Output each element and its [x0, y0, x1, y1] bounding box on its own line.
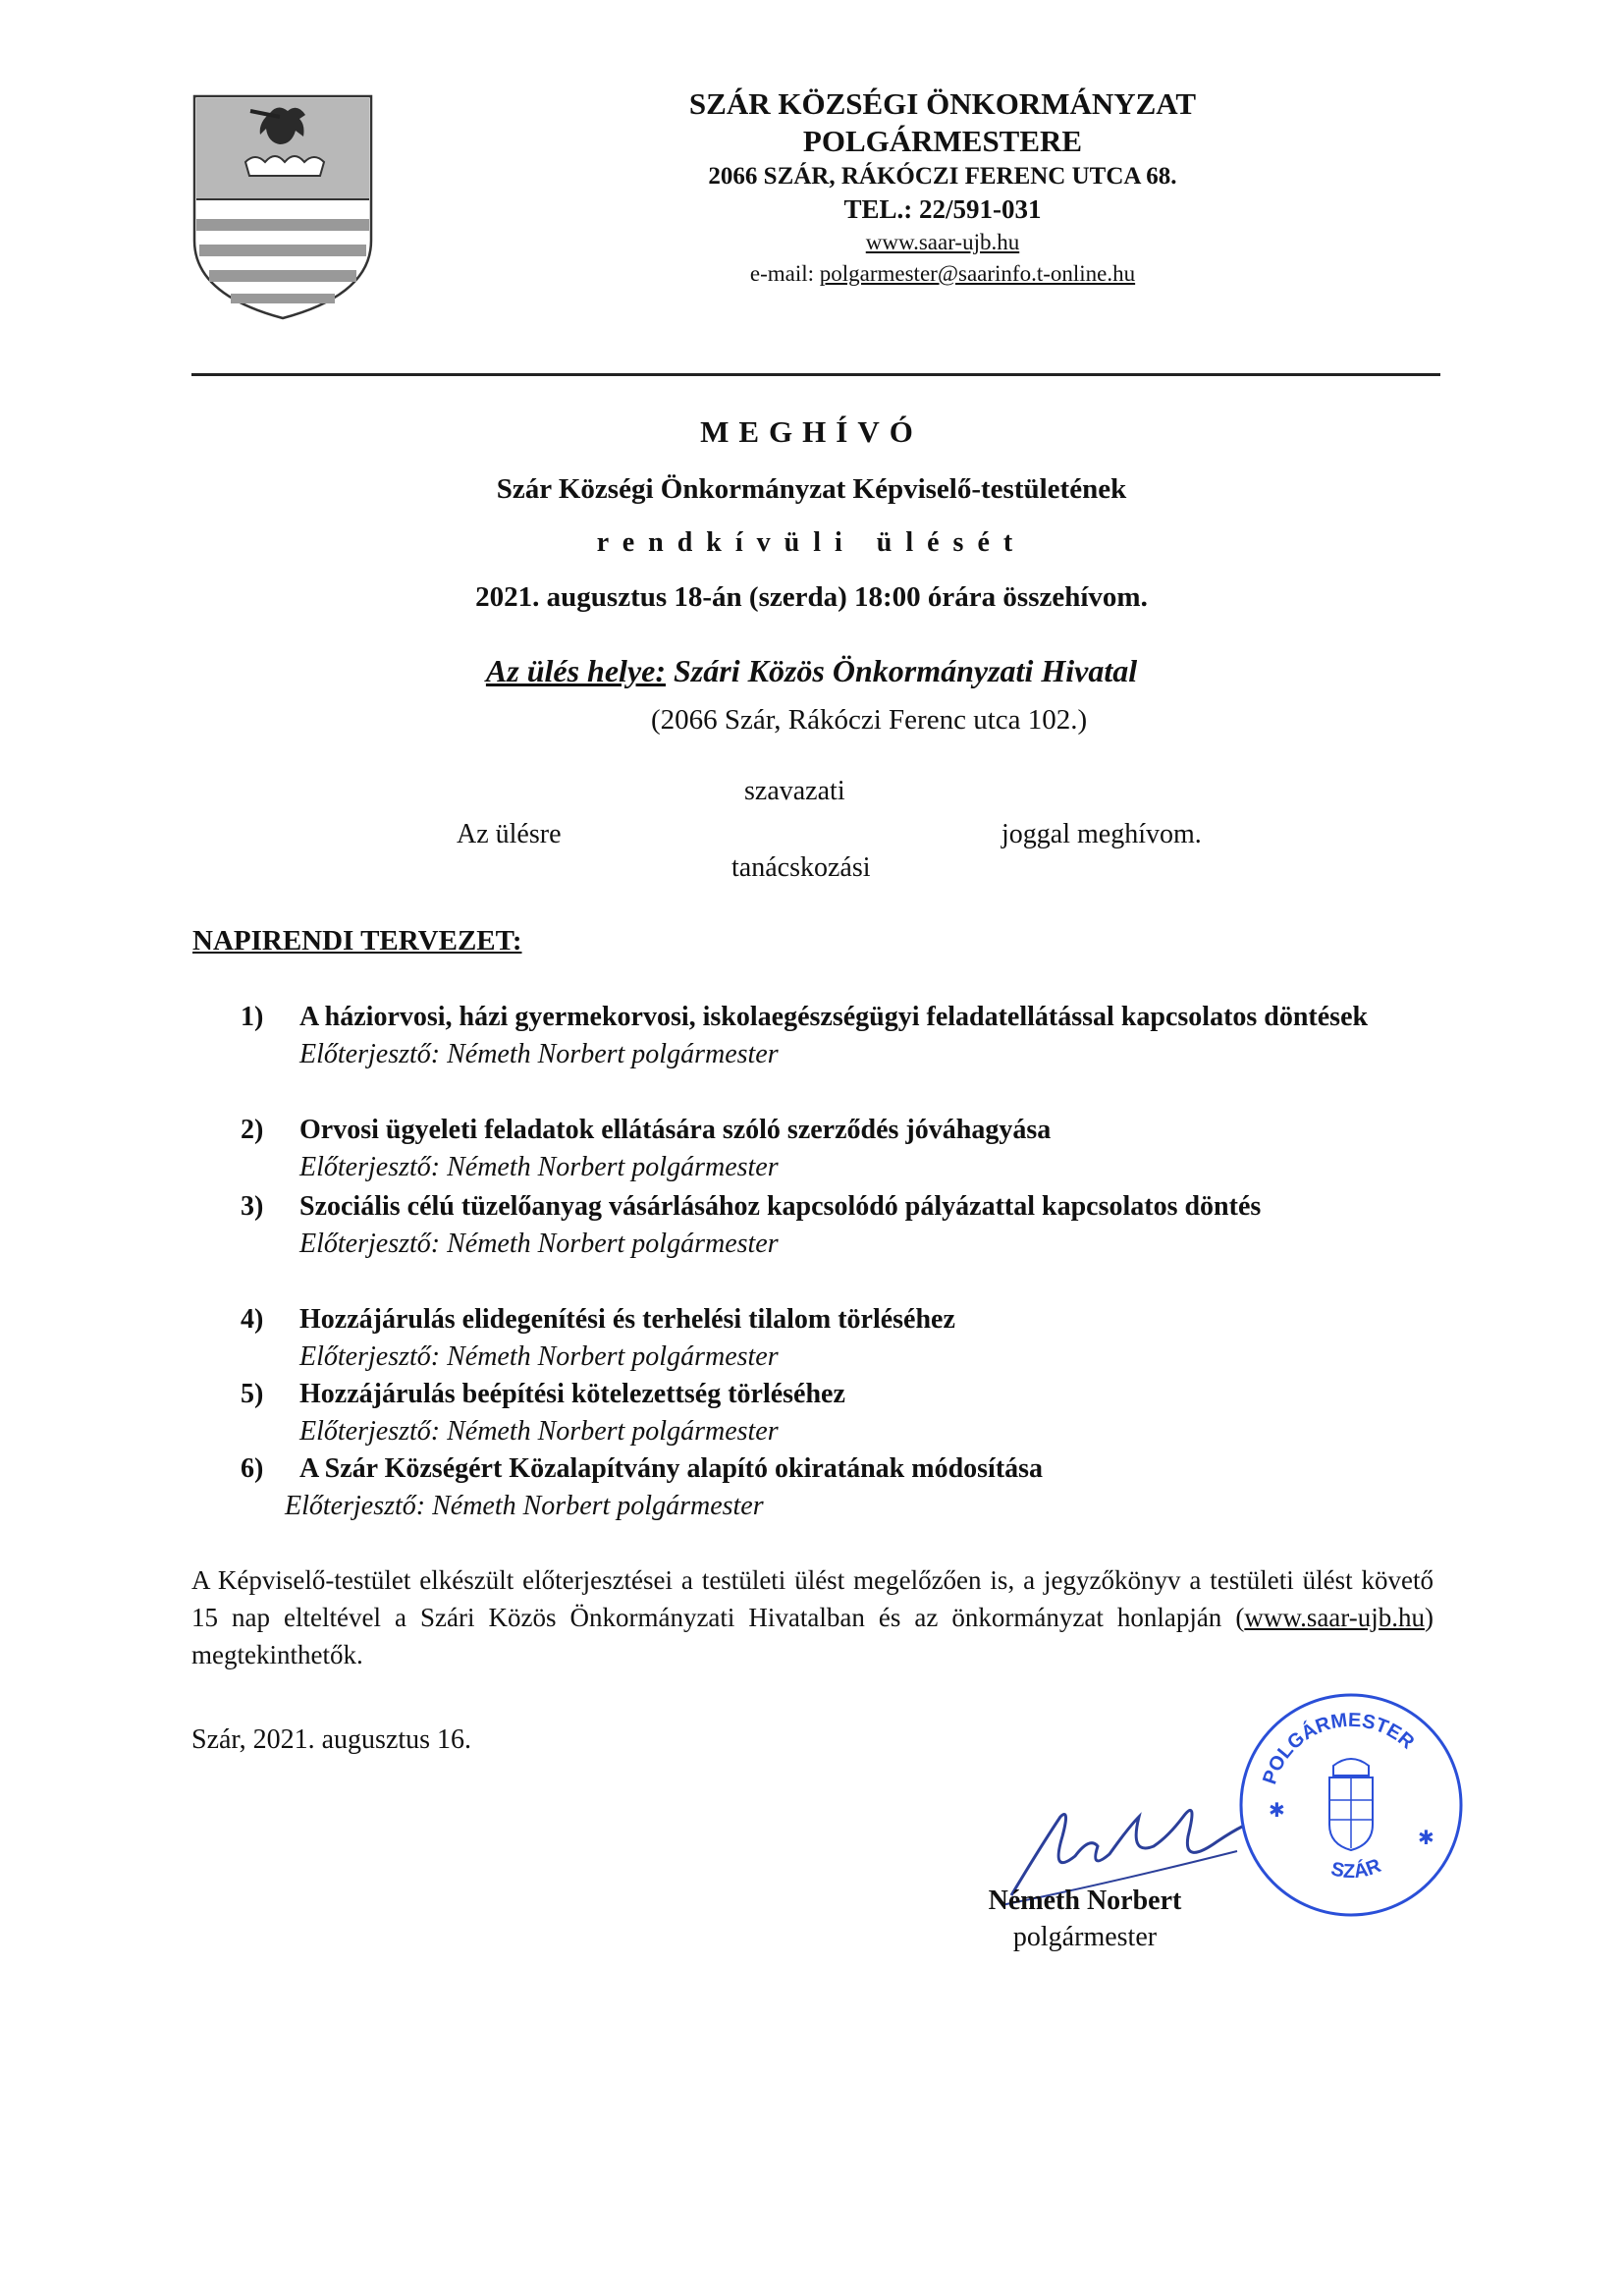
- org-email: [550, 261, 1335, 287]
- org-phone: TEL.: 22/591-031: [843, 194, 1042, 224]
- footer-text-after: ) megtekinthetők.: [191, 1603, 1434, 1669]
- agenda-item-presenter: Előterjesztő: Németh Norbert polgármester: [285, 1491, 764, 1521]
- website-link[interactable]: www.saar-ujb.hu: [865, 230, 1020, 254]
- document-date: Szár, 2021. augusztus 16.: [191, 1724, 472, 1755]
- agenda-item-number: 2): [241, 1115, 264, 1145]
- footer-text-before: A Képviselő-testület elkészült előterjesztései a testületi ülést megelőzően is, a jegyzőkönyv a testületi ülést követő 15 nap elteltével a Szári Közös Önkormányzati Hivatalban és az önkormányzat honlapján (: [191, 1565, 1434, 1632]
- invitation-line-1: Szár Községi Önkormányzat Képviselő-testületének: [496, 473, 1127, 505]
- agenda-item-number: 6): [241, 1453, 264, 1484]
- place-label: Az ülés helye:: [485, 653, 666, 688]
- agenda-item: [241, 1301, 1434, 1376]
- email-link[interactable]: polgarmester@saarinfo.t-online.hu: [819, 261, 1136, 286]
- agenda-item: [241, 1450, 1434, 1525]
- invite-outro: joggal meghívom.: [1001, 819, 1202, 849]
- svg-text:SZÁR: [1329, 1855, 1385, 1884]
- meeting-place: [0, 653, 1623, 689]
- stamp-bottom-text: SZÁR: [1328, 1854, 1384, 1884]
- agenda-heading: NAPIRENDI TERVEZET:: [192, 925, 522, 957]
- agenda-item: [241, 1188, 1434, 1263]
- email-label: e-mail:: [749, 261, 820, 286]
- coat-of-arms-logo: [191, 93, 374, 321]
- agenda-item-number: 1): [241, 1002, 264, 1032]
- stamp-top-text: POLGÁRMESTER: [1259, 1709, 1419, 1787]
- agenda-item-title: Szociális célú tüzelőanyag vásárlásához kapcsolódó pályázattal kapcsolatos döntés: [299, 1191, 1262, 1222]
- agenda-item-presenter: Előterjesztő: Németh Norbert polgármester: [299, 1341, 779, 1372]
- svg-text:✱: ✱: [1269, 1798, 1285, 1822]
- invite-intro: Az ülésre: [457, 819, 562, 849]
- agenda-item: [241, 999, 1434, 1073]
- footer-website-link[interactable]: www.saar-ujb.hu: [1244, 1603, 1425, 1632]
- signer-role: polgármester: [1012, 1922, 1158, 1952]
- org-website[interactable]: [550, 230, 1335, 255]
- agenda-item-title: Hozzájárulás elidegenítési és terhelési tilalom törléséhez: [299, 1304, 955, 1335]
- agenda-item-number: 4): [241, 1304, 264, 1335]
- footer-paragraph: [191, 1561, 1434, 1673]
- agenda-item-title: A Szár Községért Közalapítvány alapító okiratának módosítása: [299, 1453, 1044, 1484]
- vote-right-word: szavazati: [744, 776, 845, 806]
- document-title: MEGHÍVÓ: [700, 414, 923, 449]
- agenda-item-presenter: Előterjesztő: Németh Norbert polgármester: [299, 1039, 779, 1069]
- place-name: Szári Közös Önkormányzati Hivatal: [666, 653, 1138, 688]
- svg-text:✱: ✱: [1418, 1826, 1434, 1849]
- signer-name: Németh Norbert: [988, 1886, 1182, 1916]
- agenda-item-presenter: Előterjesztő: Németh Norbert polgármester: [299, 1229, 779, 1259]
- agenda-item-number: 3): [241, 1191, 264, 1222]
- org-role: POLGÁRMESTERE: [802, 124, 1083, 158]
- agenda-item-title: A háziorvosi, házi gyermekorvosi, iskolaegészségügyi feladatellátással kapcsolatos döntések: [299, 1002, 1369, 1032]
- agenda-item-number: 5): [241, 1379, 264, 1409]
- invitation-line-3: 2021. augusztus 18-án (szerda) 18:00 órára összehívom.: [475, 581, 1148, 613]
- agenda-item-title: Orvosi ügyeleti feladatok ellátására szóló szerződés jóváhagyása: [299, 1115, 1052, 1145]
- header-divider: [191, 373, 1440, 376]
- agenda-item: [241, 1112, 1434, 1186]
- agenda-item: [241, 1376, 1434, 1450]
- org-name: SZÁR KÖZSÉGI ÖNKORMÁNYZAT: [688, 86, 1197, 121]
- place-address: (2066 Szár, Rákóczi Ferenc utca 102.): [651, 704, 1088, 736]
- agenda-item-presenter: Előterjesztő: Németh Norbert polgármester: [299, 1416, 779, 1447]
- agenda-item-presenter: Előterjesztő: Németh Norbert polgármester: [299, 1152, 779, 1182]
- official-stamp: [1233, 1687, 1469, 1923]
- invitation-line-2: rendkívüli ülését: [596, 527, 1027, 558]
- advisory-right-word: tanácskozási: [731, 852, 871, 883]
- org-address: 2066 SZÁR, RÁKÓCZI FERENC UTCA 68.: [708, 163, 1177, 190]
- agenda-item-title: Hozzájárulás beépítési kötelezettség törléséhez: [299, 1379, 845, 1409]
